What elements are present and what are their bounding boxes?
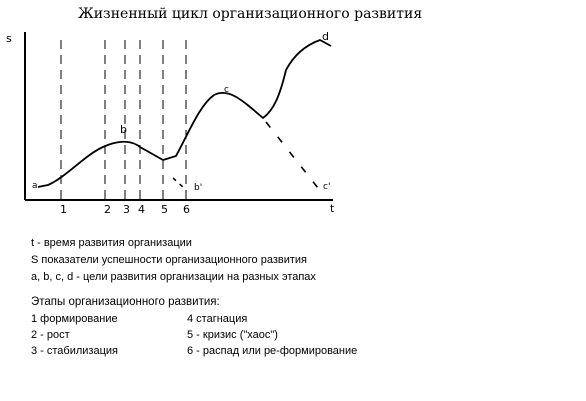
y-axis-label: s xyxy=(6,32,12,45)
tick-label-4: 4 xyxy=(138,203,145,216)
tick-label-5: 5 xyxy=(161,203,168,216)
stage-6: 6 - распад или ре-формирование xyxy=(187,345,358,357)
legend-item-t: t - время развития организации xyxy=(31,237,192,249)
tick-label-2: 2 xyxy=(104,203,111,216)
tick-label-6: 6 xyxy=(183,203,190,216)
stages-row xyxy=(31,346,357,362)
x-axis-label: t xyxy=(330,202,335,215)
tick-label-3: 3 xyxy=(123,203,130,216)
decline-branch-b xyxy=(173,178,184,188)
curve-label-c-prime: c' xyxy=(323,182,331,192)
stage-2: 2 - рост xyxy=(31,329,70,341)
decline-branch-c xyxy=(266,122,318,188)
legend-item-goals: a, b, c, d - цели развития организации на разных этапах xyxy=(31,271,316,283)
curve-label-d: d xyxy=(322,30,329,43)
stage-5: 5 - кризис ("хаос") xyxy=(187,329,278,341)
diagram-title: Жизненный цикл организационного развития xyxy=(78,6,423,22)
stages-row xyxy=(31,314,357,330)
legend xyxy=(31,238,316,289)
curve-label-b-prime: b' xyxy=(194,183,203,193)
curve-label-a: a xyxy=(32,181,38,191)
curve-label-c: c xyxy=(224,85,229,95)
stage-4: 4 стагнация xyxy=(187,313,248,325)
stages-row xyxy=(31,330,357,346)
curve-label-b: b xyxy=(120,123,127,136)
legend-item-s: S показатели успешности организационного развития xyxy=(31,254,307,266)
stage-3: 3 - стабилизация xyxy=(31,345,118,357)
development-curve xyxy=(38,40,331,187)
tick-label-1: 1 xyxy=(60,203,67,216)
stage-1: 1 формирование xyxy=(31,313,118,325)
stages-list xyxy=(31,297,357,362)
stages-heading: Этапы организационного развития: xyxy=(31,296,220,308)
stage-boundaries xyxy=(61,40,186,200)
tick-labels xyxy=(60,203,190,216)
